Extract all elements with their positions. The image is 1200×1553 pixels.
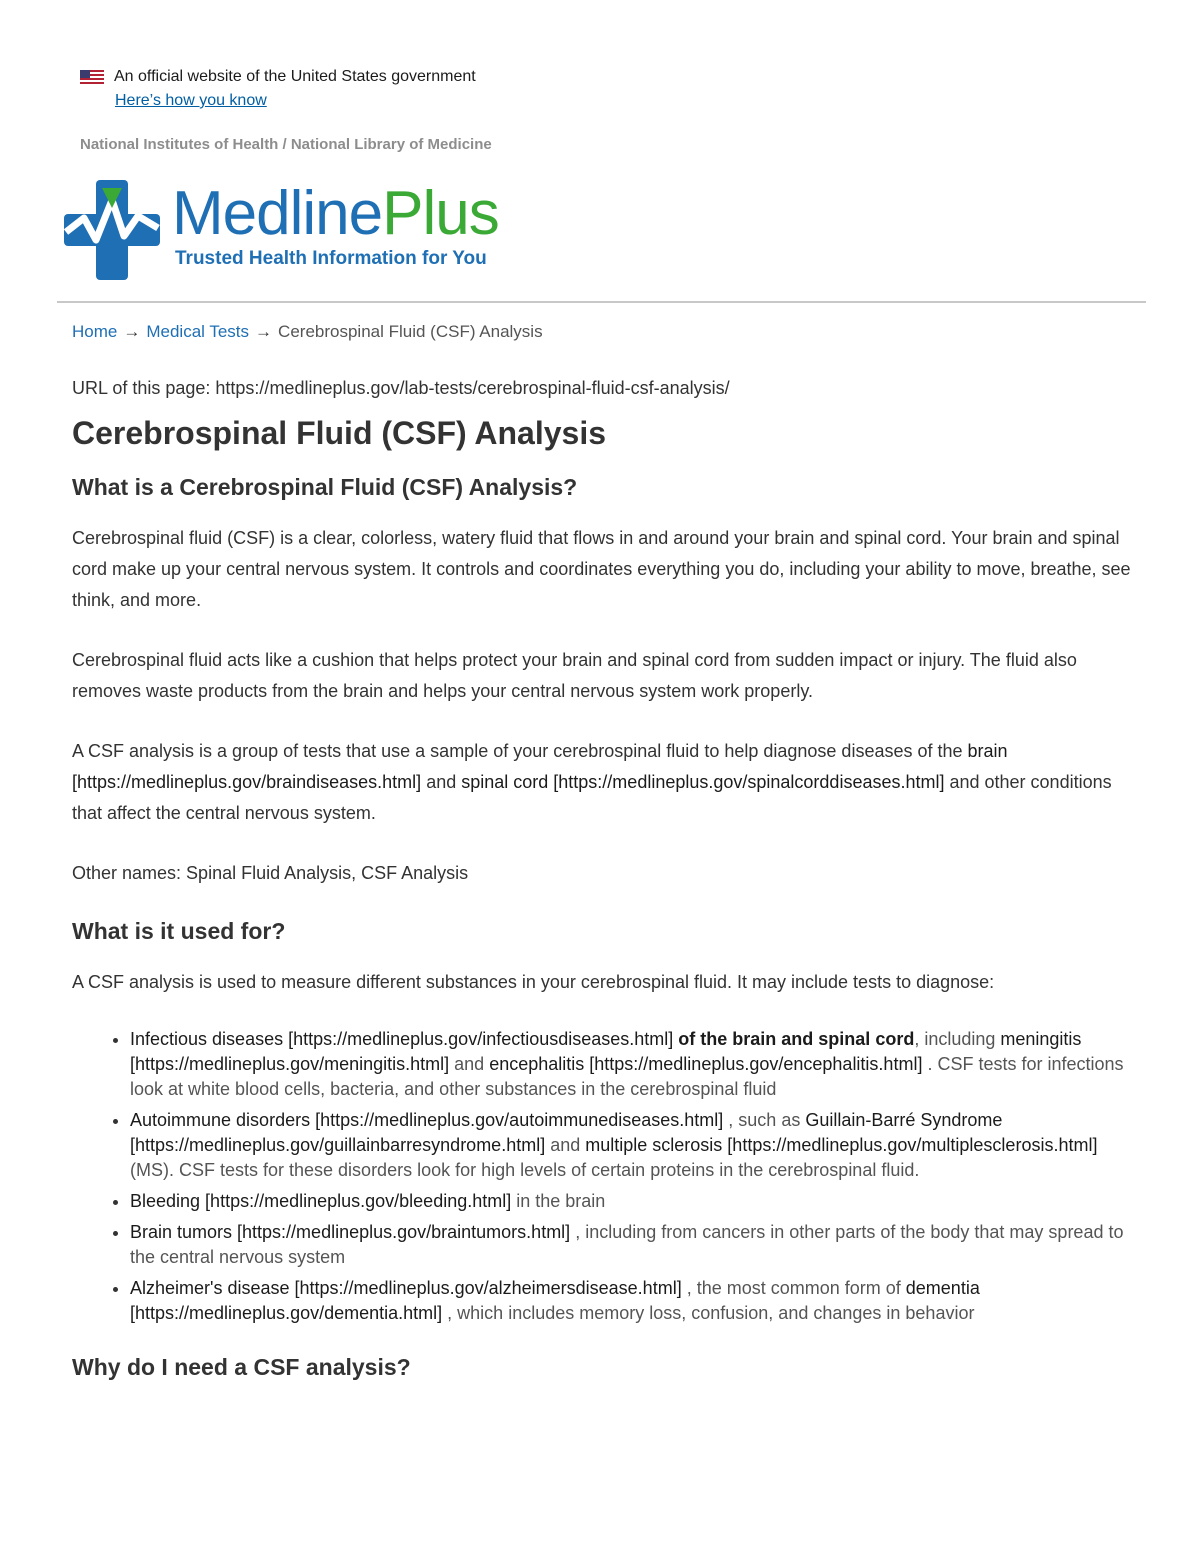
paragraph-csf-function: Cerebrospinal fluid acts like a cushion that helps protect your brain and spinal cord from sudden impact or injury. The fluid also removes waste products from the brain and helps your central nervous system work properly. <box>72 650 1077 701</box>
gov-banner-text: An official website of the United States government <box>114 68 476 85</box>
page-url: URL of this page: https://medlineplus.gov/lab-tests/cerebrospinal-fluid-csf-analysis/ <box>72 378 730 398</box>
multiple-sclerosis-link[interactable]: multiple sclerosis [https://medlineplus.gov/multiplesclerosis.html] <box>585 1135 1098 1155</box>
breadcrumb-medical-tests[interactable]: Medical Tests <box>146 322 250 341</box>
breadcrumb <box>72 322 543 342</box>
agency-line: National Institutes of Health / National Library of Medicine <box>80 136 492 153</box>
main-content <box>72 378 1142 1403</box>
list-item: • Alzheimer's disease [https://medlineplus.gov/alzheimersdisease.html] , the most common form of dementia [https://medlineplus.gov/dementia.html] , which includes memory loss, confusion, and changes in behavior <box>130 1276 1142 1326</box>
medlineplus-logo[interactable] <box>62 178 542 284</box>
page-title: Cerebrospinal Fluid (CSF) Analysis <box>72 415 607 451</box>
logo-wordmark: MedlinePlus <box>172 179 499 248</box>
diagnosis-list <box>72 1027 1142 1326</box>
list-item: • Infectious diseases [https://medlineplus.gov/infectiousdiseases.html] of the brain and spinal cord, including meningitis [https://medlineplus.gov/meningitis.html] and encephalitis [https://medlineplus.gov/encephalitis.html] . CSF tests for infections look at white blood cells, bacteria, and other substances in the cerebrospinal fluid <box>130 1027 1142 1102</box>
paragraph-csf-analysis: A CSF analysis is a group of tests that use a sample of your cerebrospinal fluid to help diagnose diseases of the brain [https://medlineplus.gov/braindiseases.html] and spinal cord [https://medlineplus.gov/spinalcorddiseases.html] and other conditions that affect the central nervous system. <box>72 741 1112 823</box>
breadcrumb-arrow: → <box>255 322 273 341</box>
section-heading-what-is: What is a Cerebrospinal Fluid (CSF) Analysis? <box>72 474 578 500</box>
medlineplus-cross-icon <box>62 178 162 282</box>
paragraph-other-names: Other names: Spinal Fluid Analysis, CSF Analysis <box>72 863 469 883</box>
header-divider <box>57 301 1146 303</box>
paragraph-used-for-intro: A CSF analysis is used to measure different substances in your cerebrospinal fluid. It may include tests to diagnose: <box>72 972 995 992</box>
breadcrumb-current: Cerebrospinal Fluid (CSF) Analysis <box>278 322 543 341</box>
bleeding-link[interactable]: Bleeding [https://medlineplus.gov/bleeding.html] <box>130 1191 512 1211</box>
breadcrumb-home[interactable]: Home <box>72 322 118 341</box>
section-heading-why-need: Why do I need a CSF analysis? <box>72 1354 411 1380</box>
autoimmune-disorders-link[interactable]: Autoimmune disorders [https://medlineplus.gov/autoimmunediseases.html] <box>130 1110 724 1130</box>
list-item: • Autoimmune disorders [https://medlineplus.gov/autoimmunediseases.html] , such as Guillain-Barré Syndrome [https://medlineplus.gov/guillainbarresyndrome.html] and multiple sclerosis [https://medlineplus.gov/multiplesclerosis.html] (MS). CSF tests for these disorders look for high levels of certain proteins in the cerebrospinal fluid. <box>130 1108 1142 1183</box>
alzheimers-link[interactable]: Alzheimer's disease [https://medlineplus.gov/alzheimersdisease.html] <box>130 1278 682 1298</box>
breadcrumb-arrow: → <box>123 322 141 341</box>
brain-diseases-link[interactable]: brain [https://medlineplus.gov/braindiseases.html] <box>72 741 1008 792</box>
list-item: • Bleeding [https://medlineplus.gov/bleeding.html] in the brain <box>130 1189 1142 1214</box>
us-flag-icon <box>80 70 104 84</box>
infectious-diseases-link[interactable]: Infectious diseases [https://medlineplus.gov/infectiousdiseases.html] <box>130 1029 674 1049</box>
logo-tagline: Trusted Health Information for You <box>175 248 487 269</box>
meningitis-link[interactable]: meningitis [https://medlineplus.gov/meningitis.html] <box>130 1029 1082 1074</box>
list-item: • Brain tumors [https://medlineplus.gov/braintumors.html] , including from cancers in other parts of the body that may spread to the central nervous system <box>130 1220 1142 1270</box>
guillain-barre-link[interactable]: Guillain-Barré Syndrome [https://medlineplus.gov/guillainbarresyndrome.html] <box>130 1110 1003 1155</box>
paragraph-csf-definition: Cerebrospinal fluid (CSF) is a clear, colorless, watery fluid that flows in and around your brain and spinal cord. Your brain and spinal cord make up your central nervous system. It controls and coordinates everything you do, including your ability to move, breathe, see think, and more. <box>72 528 1131 610</box>
heres-how-you-know-link[interactable]: Here’s how you know <box>115 92 267 109</box>
dementia-link[interactable]: dementia [https://medlineplus.gov/dementia.html] <box>130 1278 980 1323</box>
encephalitis-link[interactable]: encephalitis [https://medlineplus.gov/encephalitis.html] <box>489 1054 923 1074</box>
gov-banner <box>80 68 476 110</box>
spinal-cord-link[interactable]: spinal cord [https://medlineplus.gov/spinalcorddiseases.html] <box>461 772 945 792</box>
brain-tumors-link[interactable]: Brain tumors [https://medlineplus.gov/braintumors.html] <box>130 1222 571 1242</box>
section-heading-used-for: What is it used for? <box>72 918 286 944</box>
